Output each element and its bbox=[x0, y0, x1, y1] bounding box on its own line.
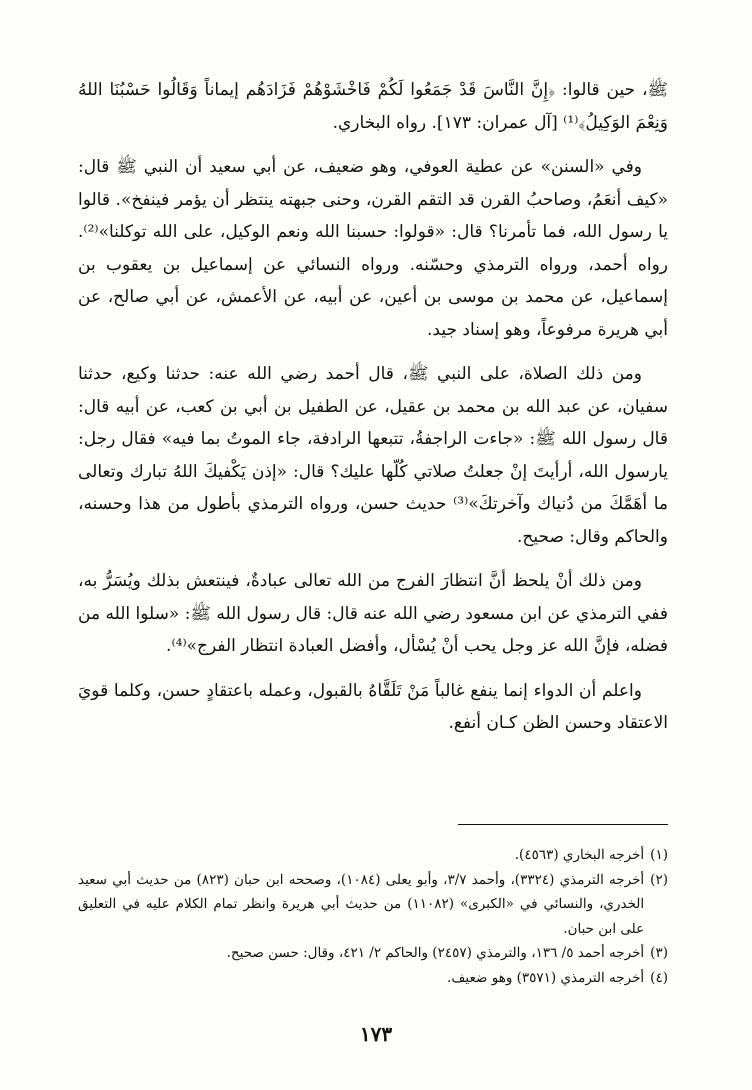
footnote-number: (٣) bbox=[650, 945, 668, 961]
main-text bbox=[78, 74, 668, 750]
footnote-text: أخرجه أحمد ٥/ ١٣٦، والترمذي (٢٤٥٧) والحاكم ٢/ ٤٢١، وقال: حسن صحيح. bbox=[226, 945, 645, 961]
footnote-number: (١) bbox=[650, 847, 668, 863]
footnote-4 bbox=[78, 966, 668, 991]
paragraph-5: واعلم أن الدواء إنما ينفع غالباً مَنْ تَلَقَّاهُ بالقبول، وعمله باعتقادٍ حسن، وكلما قويَ الاعتقاد وحسن الظن كـان أنفع. bbox=[78, 680, 668, 733]
footnote-text: أخرجه الترمذي (٣٣٢٤)، وأحمد ٣/٧، وأبو يعلى (١٠٨٤)، وصححه ابن حبان (٨٢٣) من حديث أبي سعيد الخدري، والنسائي في «الكبرى» (١١٠٨٢) من حديث أبي هريرة وانظر تمام الكلام عليه في التعليق على ابن حبان. bbox=[78, 871, 645, 937]
footnote-text: أخرجه الترمذي (٣٥٧١) وهو ضعيف. bbox=[447, 969, 645, 986]
footnote-text: أخرجه البخاري (٤٥٦٣). bbox=[514, 847, 645, 863]
footnote-1 bbox=[78, 843, 668, 868]
footnote-number: (٢) bbox=[650, 871, 668, 888]
footnote-3 bbox=[78, 941, 668, 966]
paragraph-4: ومن ذلك أنْ يلحظ أنَّ انتظارَ الفرج من الله تعالى عبادةٌ، فينتعش بذلك ويُسَرُّ به، ففي الترمذي عن ابن مسعود رضي الله عنه قال: قال رسول الله ﷺ: «سلوا الله من فضله، فإنَّ الله عز وجل يحب أنْ يُسْأل، وأفضل العبادة انتظار الفرج»⁽⁴⁾. bbox=[78, 571, 668, 656]
footnote-2 bbox=[78, 868, 668, 942]
footnote-separator bbox=[458, 824, 668, 825]
paragraph-1: ﷺ، حين قالوا: ﴿إِنَّ النَّاسَ قَدْ جَمَعُوا لَكُمْ فَاخْشَوْهُمْ فَزَادَهُم إيماناً وَقَالُوا حَسْبُنَا اللهُ وَنِعْمَ الوَكِيلُ﴾⁽¹⁾ [آل عمران: ١٧٣]. رواه البخاري. bbox=[78, 80, 668, 133]
footnote-number: (٤) bbox=[650, 969, 668, 986]
page-number: ١٧٣ bbox=[359, 1022, 393, 1046]
footnotes bbox=[78, 843, 668, 990]
paragraph-3: ومن ذلك الصلاة، على النبي ﷺ، قال أحمد رضي الله عنه: حدثنا وكيع، حدثنا سفيان، عن عبد الله بن محمد بن عقيل، عن الطفيل بن أبي بن كعب، عن أبيه قال: قال رسول الله ﷺ: «جاءت الراجفةُ، تتبعها الرادفة، جاء الموتُ بما فيه» فقال رجل: يارسول الله، أرأيتَ إنْ جعلتُ صلاتي كُلّها عليك؟ قال: «إذن يَكْفيكَ اللهُ تبارك وتعالى ما أهَمَّكَ من دُنياك وآخرتكَ»⁽³⁾ حديث حسن، ورواه الترمذي بأطول من هذا وحسنه، والحاكم وقال: صحيح. bbox=[78, 364, 669, 547]
paragraph-2: وفي «السنن» عن عطية العوفي، وهو ضعيف، عن أبي سعيد أن النبي ﷺ قال: «كيف أنعَمُ، وصاحبُ القرن قد التقم القرن، وحنى جبهته ينتظر أن يؤمر فينفخ». قالوا يا رسول الله، فما تأمرنا؟ قال: «قولوا: حسبنا الله ونعم الوكيل، على الله توكلنا»⁽²⁾. رواه أحمد، ورواه الترمذي وحسّنه. ورواه النسائي عن إسماعيل بن يعقوب بن إسماعيل، عن محمد بن موسى بن أعين، عن أبيه، عن الأعمش، عن أبي صالح، عن أبي هريرة مرفوعاً، وهو إسناد جيد. bbox=[78, 157, 668, 340]
